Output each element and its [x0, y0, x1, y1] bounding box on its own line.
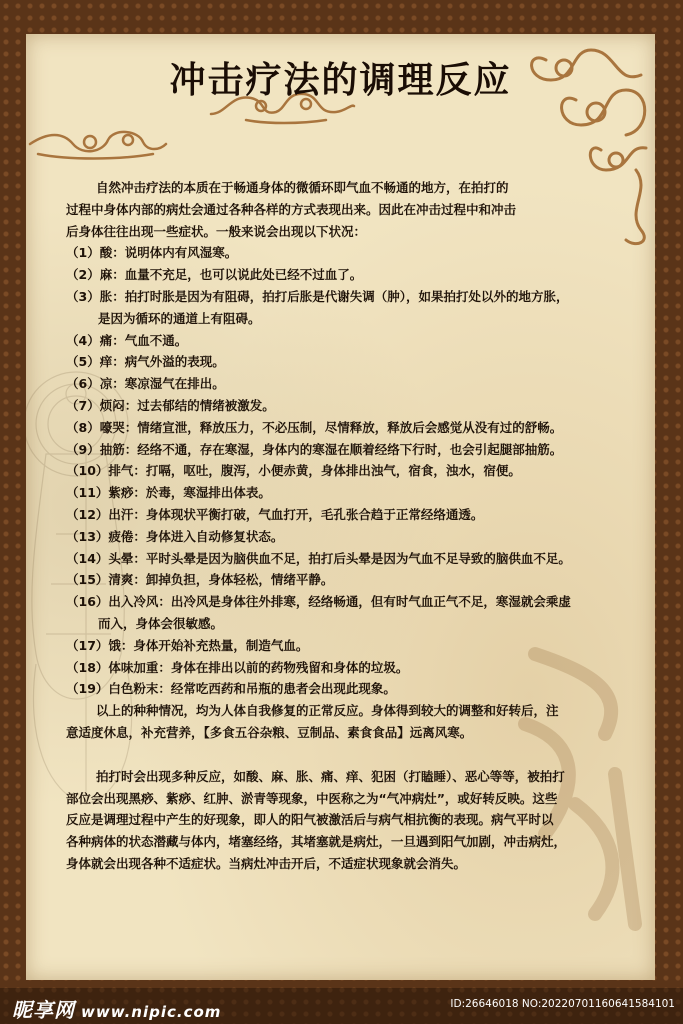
- reaction-text: 出冷风是身体往外排寒，经络畅通，但有时气血正气不足，寒湿就会乘虚: [170, 594, 571, 610]
- content-body: [66, 177, 646, 875]
- reaction-text: 身体现状平衡打破，气血打开，毛孔张合趋于正常经络通透。: [145, 506, 484, 522]
- reaction-label: （4）痛：: [66, 332, 125, 348]
- reaction-item: [66, 417, 646, 439]
- reaction-text: 平时头晕是因为脑供血不足，拍打后头晕是因为气血不足导致的脑供血不足。: [145, 550, 571, 566]
- reaction-label: （9）抽筋：: [66, 441, 138, 457]
- reaction-label: （15）清爽：: [66, 572, 146, 588]
- reaction-label: （13）疲倦：: [66, 528, 146, 544]
- reaction-text: 过去郁结的情绪被激发。: [137, 397, 275, 413]
- reaction-text: 身体开始补充热量，制造气血。: [133, 637, 309, 653]
- reaction-label: （5）痒：: [66, 354, 125, 370]
- reaction-item: [66, 504, 646, 526]
- paper-panel: [26, 34, 655, 980]
- reaction-item: [66, 439, 646, 461]
- logo-text: 昵享网: [12, 998, 75, 1022]
- closing-line: 各种病体的状态潜藏与体内，堵塞经络，其堵塞就是病灶，一旦遇到阳气加剧，冲击病灶，: [66, 834, 567, 850]
- reaction-text: 说明体内有风湿寒。: [124, 245, 238, 261]
- site-logo: [12, 994, 221, 1023]
- intro-line: 过程中身体内部的病灶会通过各种各样的方式表现出来。因此在冲击过程中和冲击: [66, 201, 517, 217]
- reaction-item: [66, 373, 646, 395]
- reaction-label: （7）烦闷：: [66, 397, 138, 413]
- reaction-text: 身体进入自动修复状态。: [145, 528, 284, 544]
- reaction-text: 打嗝，呕吐，腹泻，小便赤黄，身体排出浊气，宿食，浊水，宿便。: [145, 463, 521, 479]
- reaction-item: [66, 264, 646, 286]
- reaction-label: （3）胀：: [66, 288, 125, 304]
- logo-url: www.nipic.com: [81, 1003, 222, 1021]
- reaction-text: 身体在排出以前的药物残留和身体的垃圾。: [170, 659, 409, 675]
- image-id: ID:26646018 NO:20220701160641584101: [450, 998, 675, 1010]
- reaction-item: [66, 351, 646, 373]
- reaction-label: （8）嚎哭：: [66, 419, 138, 435]
- reaction-label: （17）饿：: [66, 637, 134, 653]
- reaction-label: （18）体味加重：: [66, 659, 171, 675]
- closing-line: 部位会出现黑痧、紫痧、红肿、淤青等现象，中医称之为“气冲病灶”，或好转反映。这些: [66, 790, 558, 806]
- reaction-item: [66, 678, 646, 700]
- summary-line: 以上的种种情况，均为人体自我修复的正常反应。身体得到较大的调整和好转后，注: [96, 703, 559, 719]
- intro-line: 自然冲击疗法的本质在于畅通身体的微循环即气血不畅通的地方，在拍打的: [96, 180, 509, 195]
- reaction-text: 拍打时胀是因为有阻碍，拍打后胀是代谢失调（肿），如果拍打处以外的地方胀，: [124, 288, 569, 304]
- reaction-text: 情绪宣泄，释放压力，不必压制，尽情释放，释放后会感觉从没有过的舒畅。: [137, 419, 563, 435]
- reaction-text: 寒凉湿气在排出。: [124, 376, 225, 392]
- reaction-list: [66, 242, 646, 700]
- summary-line: 意适度休息，补充营养，【多食五谷杂粮、豆制品、素食食品】远离风寒。: [66, 724, 473, 740]
- reaction-text: 卸掉负担，身体轻松，情绪平静。: [145, 572, 334, 588]
- page-title: 冲击疗法的调理反应: [169, 59, 512, 101]
- reaction-item: [66, 286, 646, 330]
- reaction-item: [66, 657, 646, 679]
- reaction-item: [66, 569, 646, 591]
- reaction-label: （10）排气：: [66, 463, 146, 479]
- reaction-item: [66, 591, 646, 635]
- intro-line: 后身体往往出现一些症状。一般来说会出现以下状况：: [66, 223, 367, 239]
- reaction-continuation: 是因为循环的通道上有阻碍。: [98, 310, 261, 326]
- reaction-label: （6）凉：: [66, 376, 125, 392]
- reaction-text: 气血不通。: [124, 332, 188, 348]
- cloud-ornament-icon: [28, 122, 168, 162]
- reaction-label: （11）紫痧：: [66, 485, 146, 501]
- reaction-item: [66, 548, 646, 570]
- reaction-item: [66, 242, 646, 264]
- reaction-text: 於毒，寒湿排出体表。: [145, 485, 271, 501]
- reaction-text: 血量不充足，也可以说此处已经不过血了。: [124, 267, 363, 283]
- reaction-item: [66, 460, 646, 482]
- reaction-label: （16）出入冷风：: [66, 594, 171, 610]
- reaction-item: [66, 526, 646, 548]
- reaction-label: （12）出汗：: [66, 506, 146, 522]
- reaction-item: [66, 330, 646, 352]
- reaction-text: 病气外溢的表现。: [124, 354, 225, 370]
- closing-line: 反应是调理过程中产生的好现象，即人的阳气被激活后与病气相抗衡的表现。病气平时以: [66, 812, 554, 828]
- reaction-item: [66, 635, 646, 657]
- reaction-item: [66, 482, 646, 504]
- reaction-item: [66, 395, 646, 417]
- closing-line: 身体就会出现各种不适症状。当病灶冲击开后，不适症状现象就会消失。: [66, 855, 467, 871]
- reaction-text: 经络不通，存在寒湿，身体内的寒湿在顺着经络下行时，也会引起腿部抽筋。: [137, 441, 563, 457]
- closing-line: 拍打时会出现多种反应，如酸、麻、胀、痛、痒、犯困（打瞌睡）、恶心等等，被拍打: [96, 768, 565, 784]
- reaction-continuation: 而入，身体会很敏感。: [98, 615, 224, 631]
- reaction-text: 经常吃西药和吊瓶的患者会出现此现象。: [170, 681, 396, 697]
- reaction-label: （14）头晕：: [66, 550, 146, 566]
- reaction-label: （1）酸：: [66, 245, 125, 261]
- reaction-label: （19）白色粉末：: [66, 681, 171, 697]
- reaction-label: （2）麻：: [66, 267, 125, 283]
